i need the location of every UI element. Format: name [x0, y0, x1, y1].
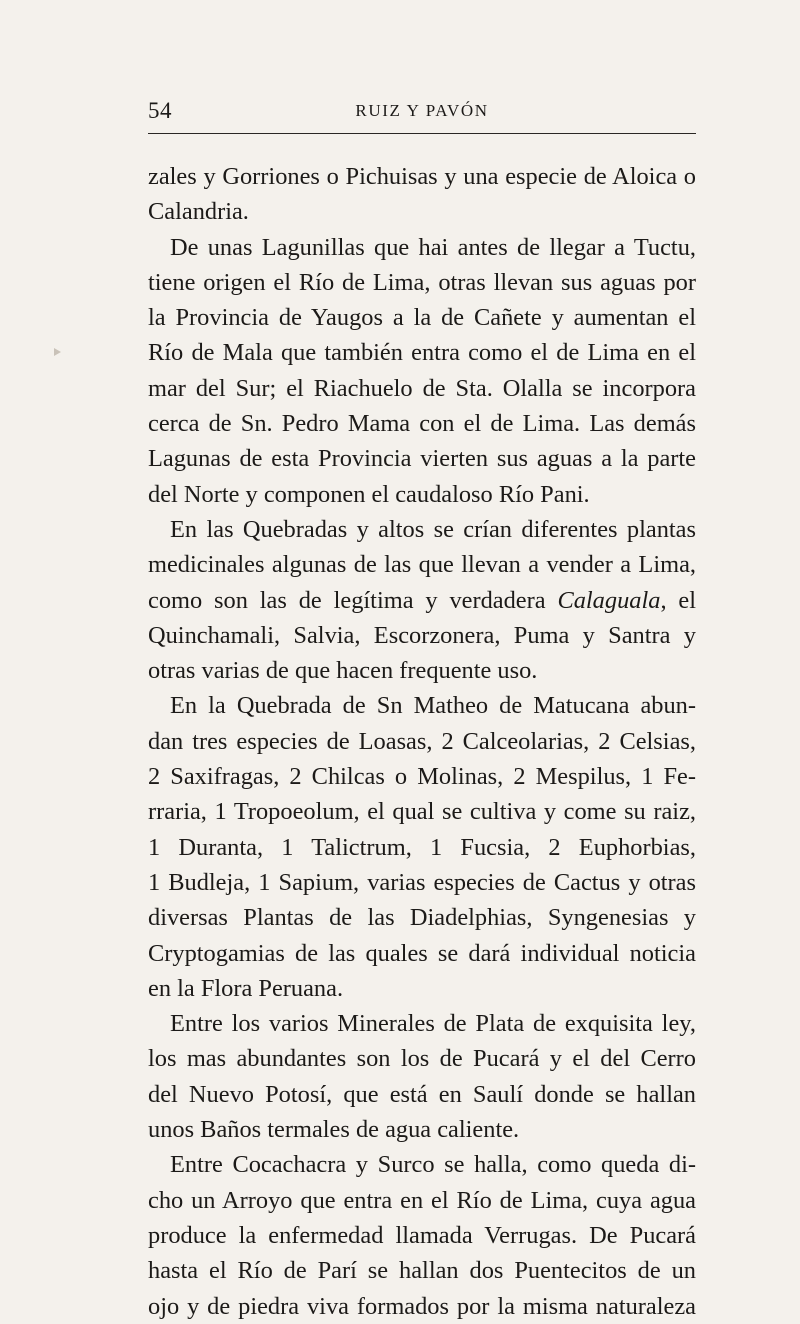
text-line: del Nuevo Potosí, que está en Saulí donde se hallan: [148, 1080, 696, 1108]
text-line: diversas Plantas de las Diadelphias, Syngenesias y: [148, 904, 696, 932]
text-line: Río de Mala que también entra como el de Lima en el: [148, 339, 696, 367]
text-line: medicinales algunas de las que llevan a vender a Lima,: [148, 551, 696, 579]
text-line: Quinchamali, Salvia, Escorzonera, Puma y Santra y: [148, 621, 696, 649]
text-line-with-italic: [148, 583, 696, 618]
text-segment: como son las de legítima y verdadera: [148, 586, 558, 614]
text-line: En las Quebradas y altos se crían diferentes plantas: [170, 515, 696, 543]
text-line: Cryptogamias de las quales se dará individual noticia: [148, 939, 696, 967]
text-line: unos Baños termales de agua caliente.: [148, 1116, 520, 1144]
text-segment: , el: [660, 586, 696, 614]
running-title: RUIZ Y PAVÓN: [355, 101, 489, 120]
text-line: 2 Saxifragas, 2 Chilcas o Molinas, 2 Mespilus, 1 Fe-: [148, 763, 696, 791]
text-line: la Provincia de Yaugos a la de Cañete y aumentan el: [148, 304, 696, 332]
text-line: dan tres especies de Loasas, 2 Calceolarias, 2 Celsias,: [148, 727, 696, 755]
text-line: Calandria.: [148, 198, 249, 226]
text-line: Entre los varios Minerales de Plata de exquisita ley,: [170, 1010, 696, 1038]
text-line: otras varias de que hacen frequente uso.: [148, 657, 538, 685]
text-line: 1 Duranta, 1 Talictrum, 1 Fucsia, 2 Euphorbias,: [148, 833, 696, 861]
text-line: ojo y de piedra viva formados por la misma naturaleza: [148, 1292, 696, 1320]
text-line: 1 Budleja, 1 Sapium, varias especies de Cactus y otras: [148, 868, 696, 896]
text-line: Lagunas de esta Provincia vierten sus aguas a la parte: [148, 445, 696, 473]
text-line: rraria, 1 Tropoeolum, el qual se cultiva y come su raiz,: [148, 798, 696, 826]
margin-mark: [54, 348, 61, 356]
text-line: tiene origen el Río de Lima, otras llevan sus aguas por: [148, 268, 696, 296]
text-line: De unas Lagunillas que hai antes de llegar a Tuctu,: [170, 233, 696, 261]
text-line: los mas abundantes son los de Pucará y el del Cerro: [148, 1045, 696, 1073]
body-text: [148, 159, 696, 1324]
text-line: Entre Cocachacra y Surco se halla, como queda di-: [170, 1151, 696, 1179]
text-line: zales y Gorriones o Pichuisas y una especie de Aloica o: [148, 163, 696, 190]
text-line: mar del Sur; el Riachuelo de Sta. Olalla se incorpora: [148, 374, 696, 402]
text-line: en la Flora Peruana.: [148, 974, 344, 1002]
page-number: 54: [148, 98, 172, 123]
header-rule: [148, 133, 696, 134]
text-line: hasta el Río de Parí se hallan dos Puentecitos de un: [148, 1257, 696, 1285]
text-line: del Norte y componen el caudaloso Río Pani.: [148, 480, 590, 508]
text-line: En la Quebrada de Sn Matheo de Matucana abun-: [170, 692, 696, 720]
page-header: [148, 98, 696, 128]
text-line: produce la enfermedad llamada Verrugas. De Pucará: [148, 1221, 696, 1249]
italic-term: Calaguala: [557, 586, 661, 614]
text-line: cerca de Sn. Pedro Mama con el de Lima. Las demás: [148, 410, 696, 438]
text-line: cho un Arroyo que entra en el Río de Lima, cuya agua: [148, 1186, 696, 1214]
